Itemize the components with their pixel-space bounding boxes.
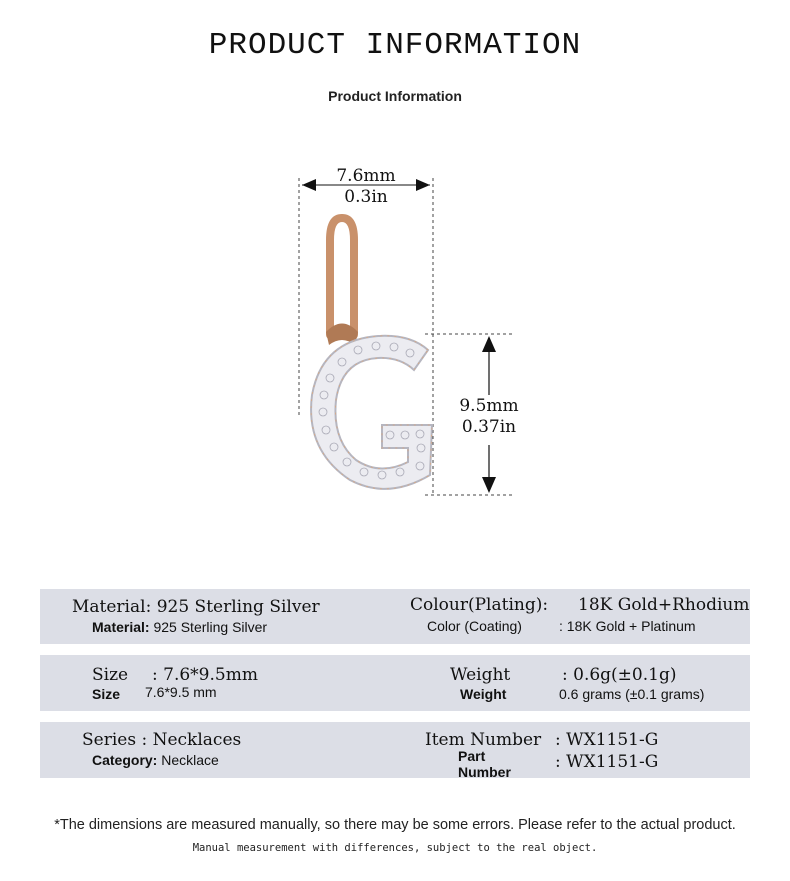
spec-row-size	[40, 655, 750, 711]
material-big: Material: 925 Sterling Silver	[72, 597, 320, 617]
height-in: 0.37in	[461, 417, 517, 437]
disclaimer-english: *The dimensions are measured manually, so there may be some errors. Please refer to the actual product.	[54, 817, 736, 833]
category-small-label: Category:	[92, 752, 162, 768]
material-small	[92, 619, 267, 635]
size-label-small: Size	[92, 686, 121, 702]
spec-row-series	[40, 722, 750, 778]
color-coating-label: Color (Coating)	[427, 618, 522, 634]
category-small-value: Necklace	[161, 752, 219, 768]
size-value-small: 7.6*9.5 mm	[145, 684, 217, 700]
item-number-value: : WX1151-G	[555, 730, 659, 750]
part-number-label	[458, 748, 511, 780]
width-label	[330, 166, 402, 208]
height-mm: 9.5mm	[459, 396, 519, 416]
page-subtitle: Product Information	[328, 88, 462, 104]
material-small-label: Material:	[92, 619, 154, 635]
pendant-letter-g	[311, 336, 432, 489]
colour-label-big: Colour(Plating):	[410, 595, 549, 615]
weight-label-big: Weight	[450, 665, 511, 685]
page-title: PRODUCT INFORMATION	[208, 28, 582, 63]
width-mm: 7.6mm	[336, 166, 396, 186]
item-number-label: Item Number	[425, 730, 542, 750]
product-figure	[260, 150, 540, 520]
weight-label-small: Weight	[460, 686, 507, 702]
category-small	[92, 752, 219, 768]
disclaimer-machine-translated: Manual measurement with differences, subject to the real object.	[192, 842, 598, 854]
spec-row-material	[40, 589, 750, 644]
part-number-value: : WX1151-G	[555, 752, 659, 772]
size-value-big: : 7.6*9.5mm	[152, 665, 258, 685]
series-big: Series : Necklaces	[82, 730, 242, 750]
part-number-label-line1: Part	[458, 748, 486, 764]
width-in: 0.3in	[344, 187, 388, 207]
weight-value-big: : 0.6g(±0.1g)	[562, 665, 677, 685]
material-small-value: 925 Sterling Silver	[153, 619, 268, 635]
bail-loop	[330, 218, 354, 335]
weight-value-small: 0.6 grams (±0.1 grams)	[559, 686, 705, 702]
color-coating-value: : 18K Gold + Platinum	[559, 618, 696, 634]
part-number-label-line2: Number	[458, 764, 511, 780]
colour-value-big: 18K Gold+Rhodium	[578, 595, 750, 615]
size-label-big: Size	[92, 665, 129, 685]
height-label	[454, 396, 524, 438]
